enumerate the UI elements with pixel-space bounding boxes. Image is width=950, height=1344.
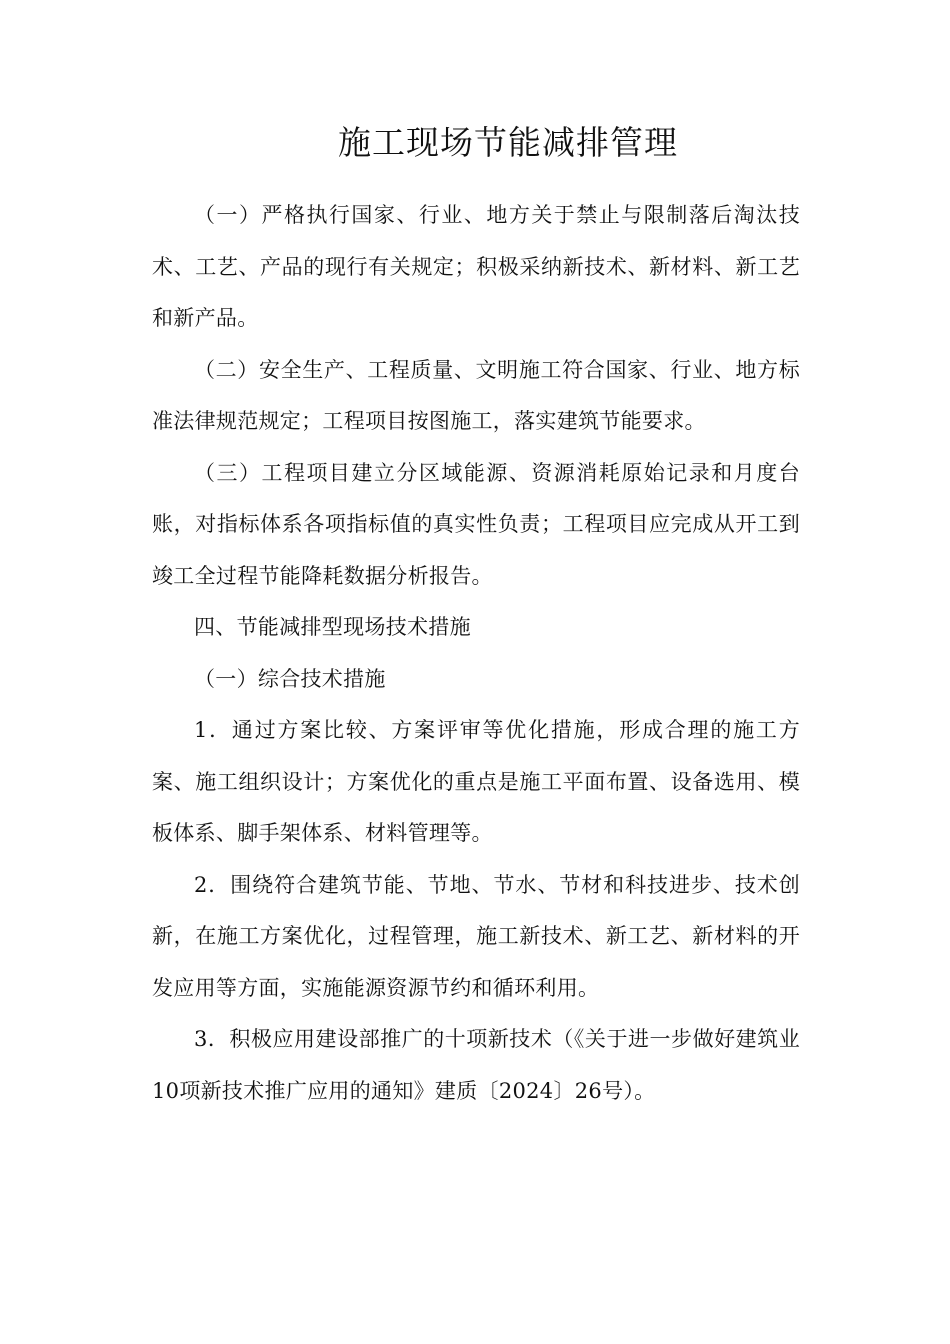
document-title: 施工现场节能减排管理 (338, 123, 678, 162)
section-heading-technical-measures: 四、节能减排型现场技术措施 (194, 615, 471, 639)
list-item-energy-saving-innovation: 2．围绕符合建筑节能、节地、节水、节材和科技进步、技术创新，在施工方案优化，过程管理，施工新技术、新工艺、新材料的开发应用等方面，实施能源资源节约和循环利用。 (152, 872, 800, 1000)
paragraph-safety-quality: （二）安全生产、工程质量、文明施工符合国家、行业、地方标准法律规范规定；工程项目按图施工，落实建筑节能要求。 (152, 357, 800, 433)
subsection-heading-comprehensive-measures: （一）综合技术措施 (194, 666, 386, 691)
list-item-plan-optimization: 1．通过方案比较、方案评审等优化措施，形成合理的施工方案、施工组织设计；方案优化的重点是施工平面布置、设备选用、模板体系、脚手架体系、材料管理等。 (152, 718, 800, 845)
paragraph-energy-records: （三）工程项目建立分区域能源、资源消耗原始记录和月度台账，对指标体系各项指标值的真实性负责；工程项目应完成从开工到竣工全过程节能降耗数据分析报告。 (152, 460, 800, 588)
document-body (152, 190, 800, 1117)
paragraph-strict-compliance: （一）严格执行国家、行业、地方关于禁止与限制落后淘汰技术、工艺、产品的现行有关规定；积极采纳新技术、新材料、新工艺和新产品。 (152, 203, 800, 330)
list-item-new-technologies: 3．积极应用建设部推广的十项新技术（《关于进一步做好建筑业10项新技术推广应用的通知》建质〔2024〕26号）。 (152, 1027, 800, 1103)
